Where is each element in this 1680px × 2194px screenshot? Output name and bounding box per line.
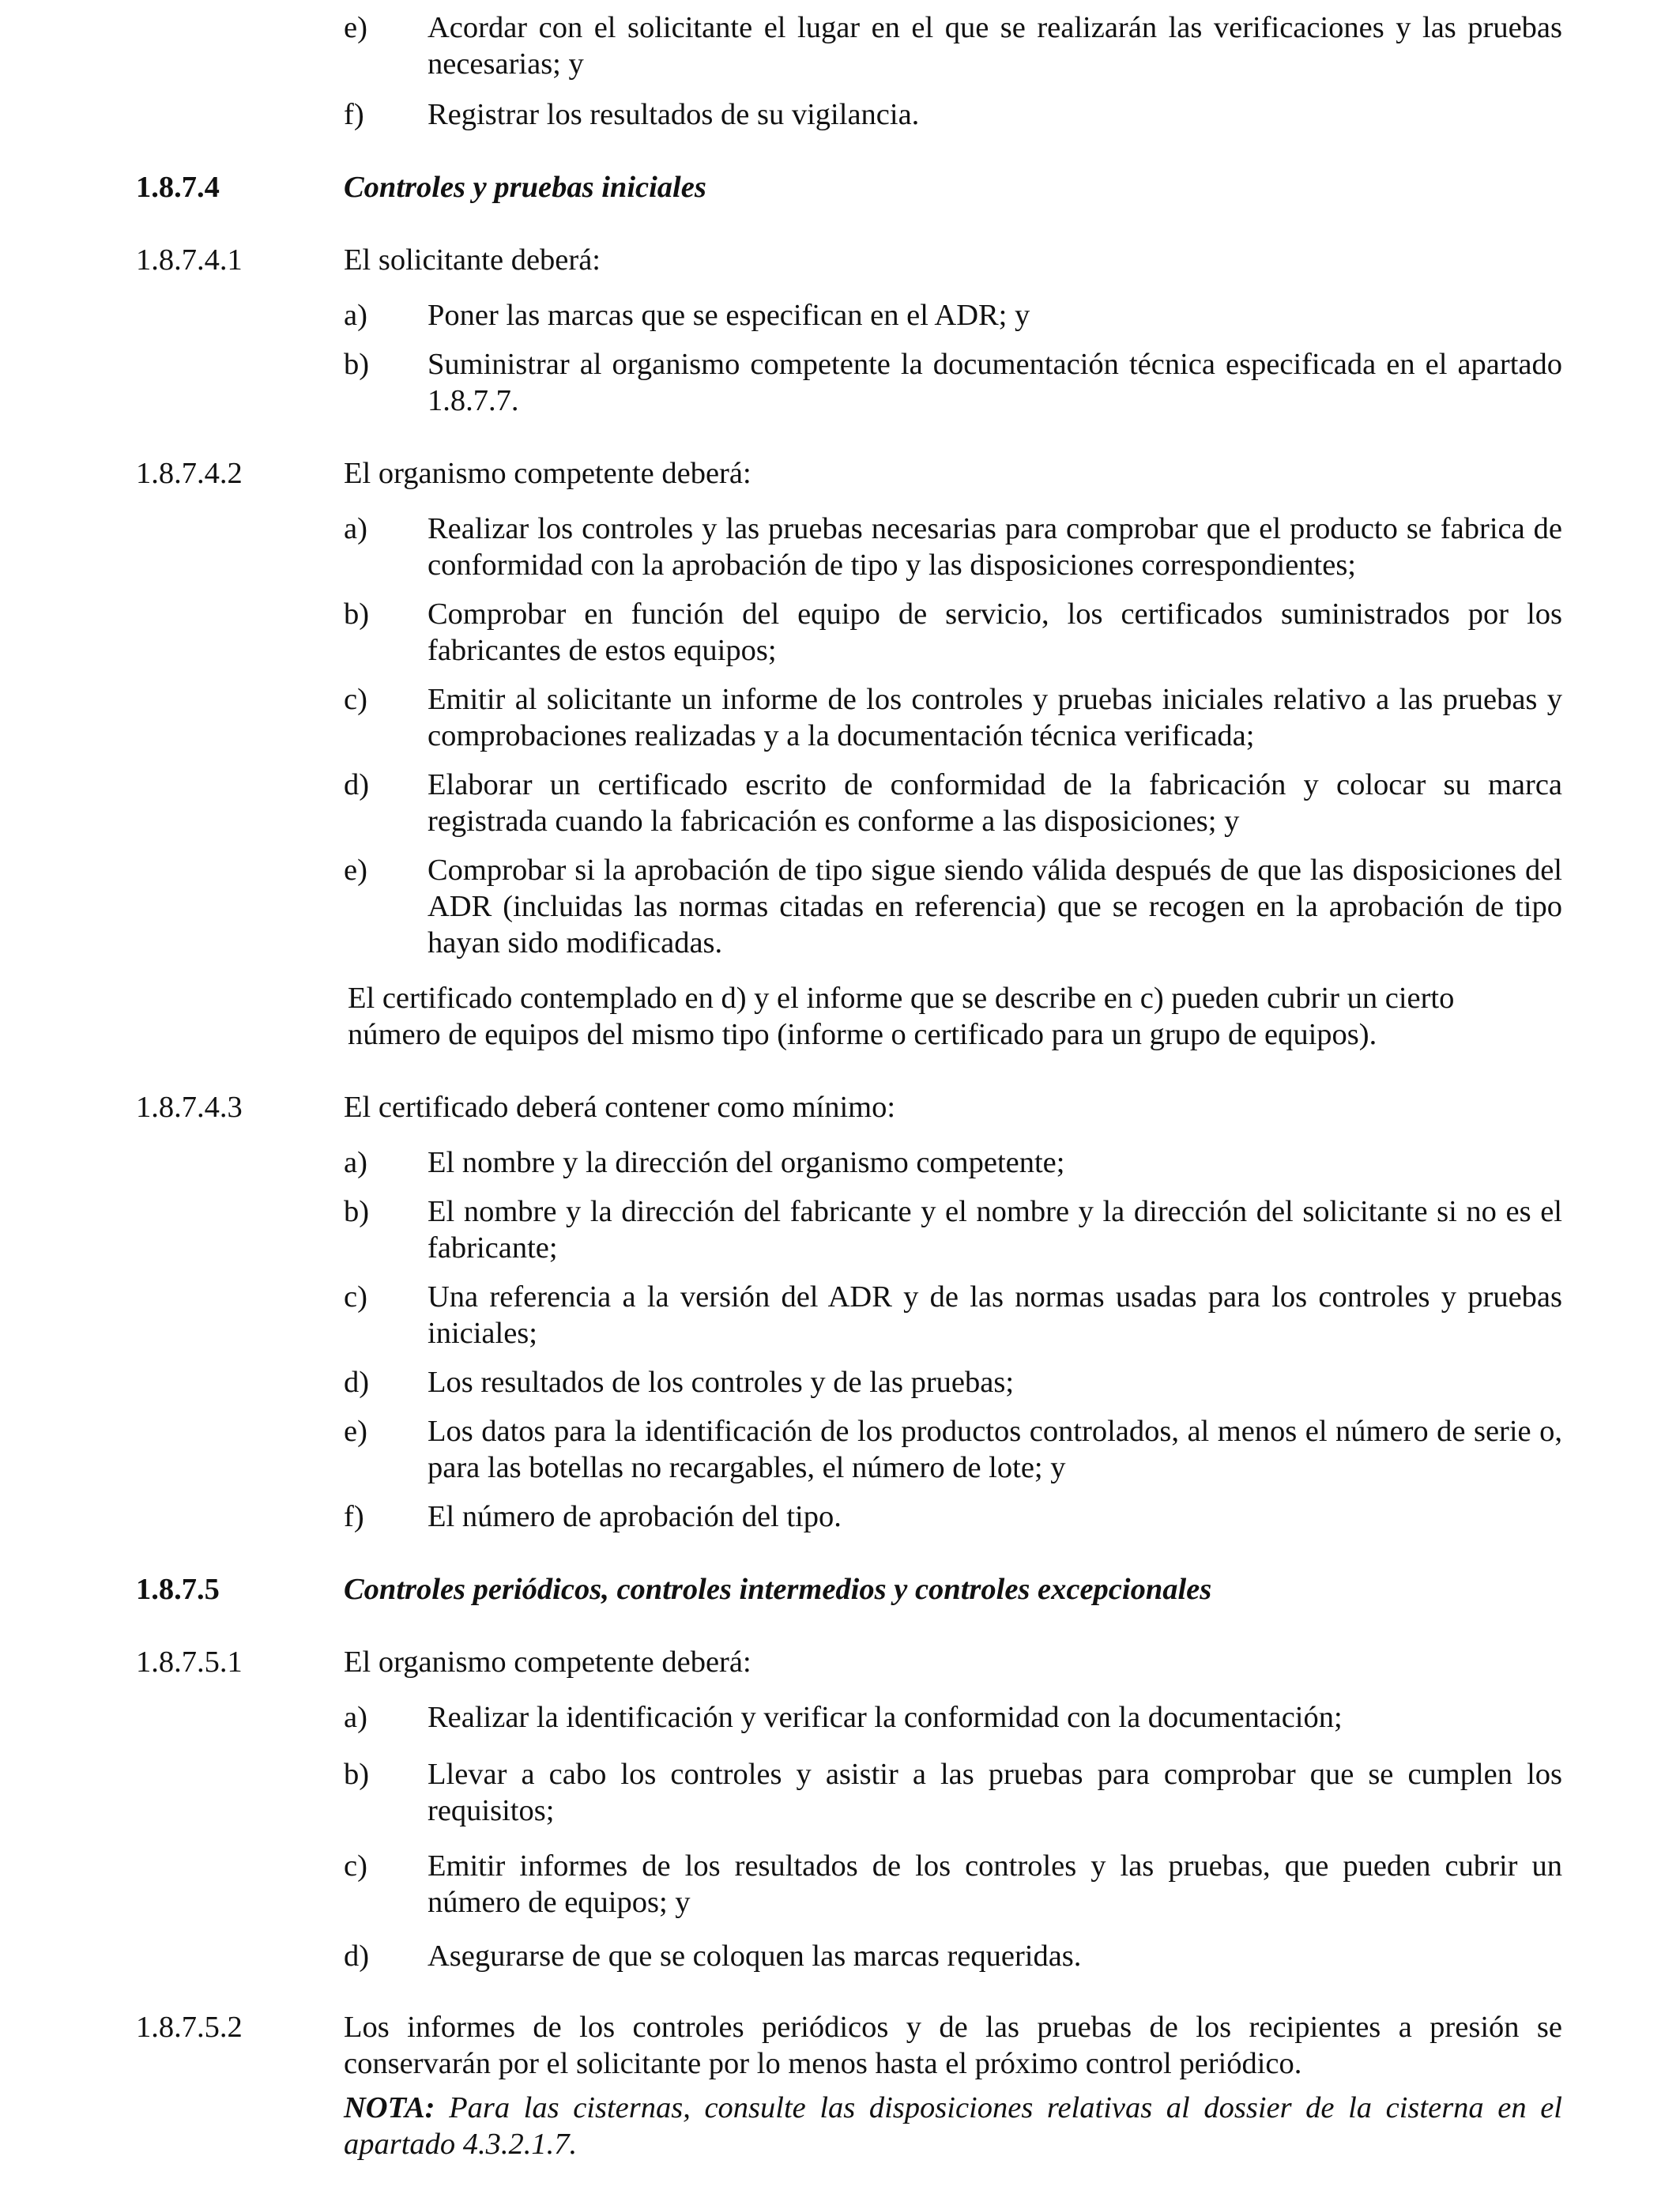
list-item-letter: f) xyxy=(344,1500,364,1533)
paragraph-number: 1.8.7.5.2 xyxy=(136,2011,243,2044)
list-item-letter: a) xyxy=(344,1701,367,1734)
list-item-text: Una referencia a la versión del ADR y de las normas usadas para los controles y pruebas iniciales; xyxy=(428,1280,1562,1350)
list-item-letter: d) xyxy=(344,768,370,801)
list-item-letter: e) xyxy=(344,854,367,887)
note-block xyxy=(344,2090,1562,2162)
list-item-letter: b) xyxy=(344,1758,370,1791)
paragraph-number: 1.8.7.4.1 xyxy=(136,243,243,277)
list-item-letter: c) xyxy=(344,1280,367,1314)
list-item-text: Emitir informes de los resultados de los controles y las pruebas, que pueden cubrir un número de equipos; y xyxy=(428,1849,1562,1919)
list-item-text: Los datos para la identificación de los productos controlados, al menos el número de serie o, para las botellas no recargables, el número de lote; y xyxy=(428,1415,1562,1484)
paragraph-number: 1.8.7.4.3 xyxy=(136,1091,243,1124)
list-item-text: Realizar los controles y las pruebas necesarias para comprobar que el producto se fabrica de conformidad con la aprobación de tipo y las disposiciones correspondientes; xyxy=(428,512,1562,582)
paragraph-lead: El organismo competente deberá: xyxy=(344,457,751,490)
list-item-text: Llevar a cabo los controles y asistir a las pruebas para comprobar que se cumplen los requisitos; xyxy=(428,1758,1562,1827)
paragraph-lead: El organismo competente deberá: xyxy=(344,1646,751,1679)
section-number: 1.8.7.4 xyxy=(136,171,220,204)
list-item-text: Suministrar al organismo competente la documentación técnica especificada en el apartado 1.8.7.7. xyxy=(428,348,1562,417)
list-item-text: Emitir al solicitante un informe de los controles y pruebas iniciales relativo a las pruebas y comprobaciones realizadas y a la documentación técnica verificada; xyxy=(428,683,1562,752)
list-item-letter: a) xyxy=(344,1146,367,1179)
list-item-letter: b) xyxy=(344,348,370,381)
list-item-text: Comprobar en función del equipo de servicio, los certificados suministrados por los fabricantes de estos equipos; xyxy=(428,598,1562,667)
list-item-letter: b) xyxy=(344,1195,370,1228)
note-text: Para las cisternas, consulte las disposiciones relativas al dossier de la cisterna en el apartado 4.3.2.1.7. xyxy=(344,2091,1562,2161)
list-item-text: El nombre y la dirección del fabricante y el nombre y la dirección del solicitante si no es el fabricante; xyxy=(428,1195,1562,1265)
list-item-letter: f) xyxy=(344,98,364,131)
list-item-text: Comprobar si la aprobación de tipo sigue siendo válida después de que las disposiciones del ADR (incluidas las normas citadas en referencia) que se recogen en la aprobación de tipo hayan sido modificadas. xyxy=(428,854,1562,959)
list-item-letter: a) xyxy=(344,512,367,545)
section-title: Controles y pruebas iniciales xyxy=(344,171,706,204)
list-item-text: Los resultados de los controles y de las pruebas; xyxy=(428,1366,1015,1399)
list-item-letter: d) xyxy=(344,1366,370,1399)
list-item-text: Realizar la identificación y verificar la conformidad con la documentación; xyxy=(428,1701,1343,1734)
paragraph-lead: El solicitante deberá: xyxy=(344,243,601,277)
paragraph-lead: El certificado deberá contener como mínimo: xyxy=(344,1091,896,1124)
list-item-letter: e) xyxy=(344,11,367,44)
list-item-text: Poner las marcas que se especifican en el ADR; y xyxy=(428,299,1030,332)
list-item-letter: a) xyxy=(344,299,367,332)
list-item-text: El número de aprobación del tipo. xyxy=(428,1500,842,1533)
list-item-text: Registrar los resultados de su vigilancia. xyxy=(428,98,920,131)
paragraph-number: 1.8.7.4.2 xyxy=(136,457,243,490)
note-label: NOTA: xyxy=(344,2091,435,2124)
list-item-letter: d) xyxy=(344,1940,370,1973)
list-item-letter: c) xyxy=(344,683,367,716)
section-title: Controles periódicos, controles intermedios y controles excepcionales xyxy=(344,1573,1212,1606)
list-item-letter: e) xyxy=(344,1415,367,1448)
paragraph-text: Los informes de los controles periódicos y de las pruebas de los recipientes a presión se conservarán por el solicitante por lo menos hasta el próximo control periódico. xyxy=(344,2011,1562,2080)
list-item-letter: c) xyxy=(344,1849,367,1883)
list-item-letter: b) xyxy=(344,598,370,631)
list-item-text: El nombre y la dirección del organismo competente; xyxy=(428,1146,1065,1179)
list-item-text: Asegurarse de que se coloquen las marcas requeridas. xyxy=(428,1940,1082,1973)
paragraph-number: 1.8.7.5.1 xyxy=(136,1646,243,1679)
closing-paragraph-line: El certificado contemplado en d) y el informe que se describe en c) pueden cubrir un cierto xyxy=(348,982,1455,1015)
section-number: 1.8.7.5 xyxy=(136,1573,220,1606)
list-item-text: Elaborar un certificado escrito de conformidad de la fabricación y colocar su marca registrada cuando la fabricación es conforme a las disposiciones; y xyxy=(428,768,1562,838)
closing-paragraph-line: número de equipos del mismo tipo (informe o certificado para un grupo de equipos). xyxy=(348,1018,1377,1051)
list-item-text: Acordar con el solicitante el lugar en el que se realizarán las verificaciones y las pruebas necesarias; y xyxy=(428,11,1562,81)
